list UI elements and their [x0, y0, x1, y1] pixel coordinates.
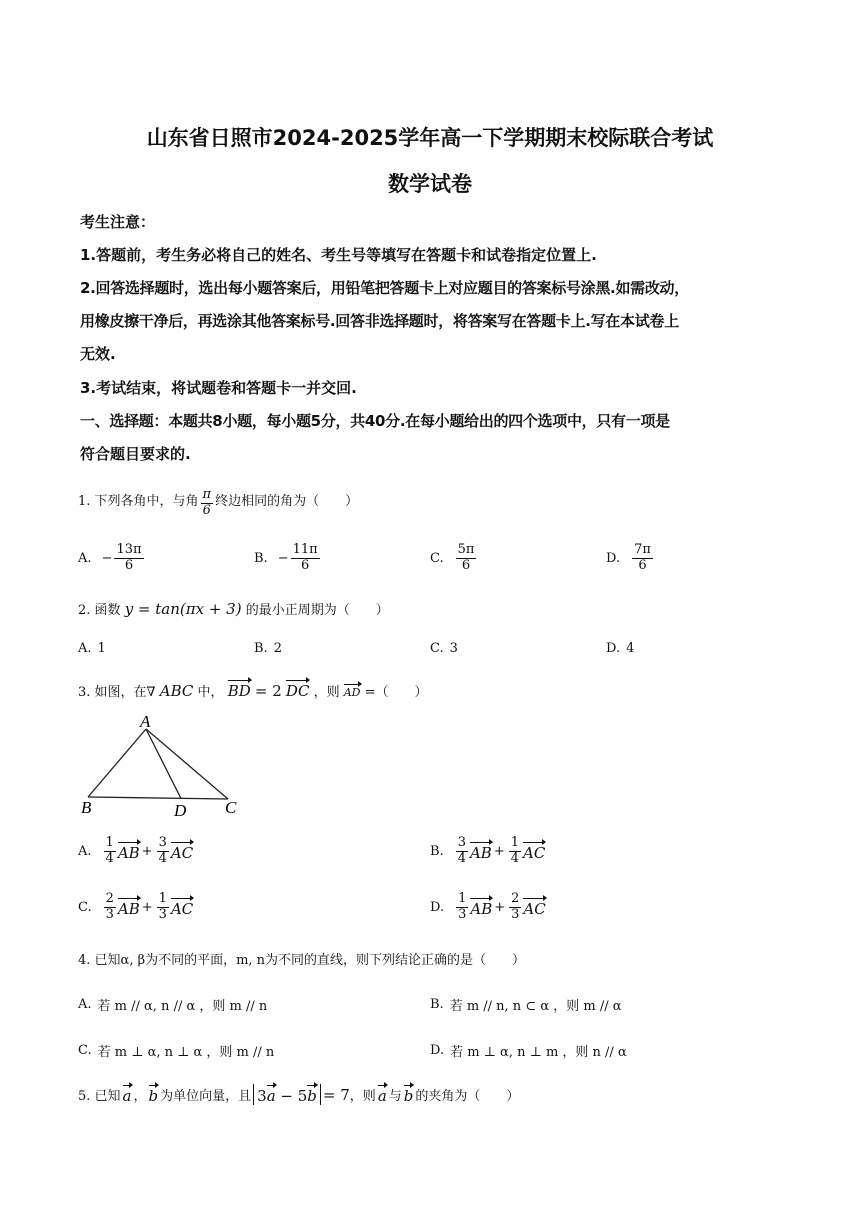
notice-item-2-line-3: 无效. — [80, 345, 116, 363]
coef-1 — [456, 892, 468, 923]
vector-ab: AB — [470, 897, 492, 918]
coef-2 — [157, 892, 169, 923]
page-title: 山东省日照市2024-2025学年高一下学期期末校际联合考试 — [146, 126, 714, 150]
fraction-den: 4 — [158, 850, 167, 866]
option-fraction — [456, 543, 477, 574]
coef-1 — [104, 836, 116, 867]
coef-1 — [104, 892, 116, 923]
vector-b: b — [149, 1084, 159, 1105]
option-label: A. — [78, 843, 92, 859]
fraction-den: 3 — [105, 906, 114, 922]
option-text: 1 — [97, 641, 106, 656]
label-c: C — [225, 798, 237, 817]
option-label: B. — [254, 550, 268, 566]
q2-stem-post: 的最小正周期为（ ） — [245, 603, 389, 618]
option-text: 4 — [626, 641, 635, 656]
q4-option-b[interactable] — [430, 995, 622, 1014]
fraction-den: 4 — [457, 850, 466, 866]
fraction-den: 4 — [105, 850, 114, 866]
coef-1 — [456, 836, 468, 867]
q4-option-d[interactable] — [430, 1041, 627, 1060]
fraction-den: 6 — [301, 557, 310, 573]
option-fraction — [114, 543, 143, 574]
q3-stem-mid: 中， — [197, 685, 224, 700]
q1-option-b[interactable] — [254, 543, 322, 574]
option-label: C. — [78, 1043, 92, 1058]
fraction-den: 4 — [510, 850, 520, 866]
option-label: A. — [78, 641, 92, 656]
vector-bd: BD — [228, 679, 251, 700]
fraction-num: 1 — [105, 835, 114, 850]
section-1-heading-line-1: 一、选择题：本题共8小题，每小题5分，共40分.在每小题给出的四个选项中，只有一项是 — [80, 412, 670, 430]
q5-stem-mid: 为单位向量，且 — [160, 1089, 252, 1104]
segment-ad — [146, 729, 181, 799]
option-label: D. — [606, 641, 621, 656]
fraction-num: 2 — [511, 891, 520, 906]
q5-stem-post: 的夹角为（ ） — [415, 1089, 520, 1104]
q4-option-c[interactable] — [78, 1041, 274, 1060]
fraction-num: 1 — [458, 891, 467, 906]
coef-3: 3 — [257, 1087, 267, 1105]
fraction-den: 3 — [511, 906, 520, 922]
q2-stem-pre: 2. 函数 — [78, 603, 121, 618]
option-label: B. — [430, 997, 444, 1012]
fraction-num: 3 — [457, 835, 466, 850]
q2-formula: y = tan(πx + 3) — [124, 600, 242, 618]
plus-sign: + — [493, 843, 505, 859]
option-text: 2 — [273, 641, 282, 656]
option-label: B. — [254, 641, 268, 656]
coef-2 — [509, 836, 521, 867]
question-5-stem — [78, 1084, 519, 1105]
q5-absolute-value — [253, 1084, 321, 1105]
fraction-den: 3 — [158, 906, 167, 922]
option-label: C. — [430, 550, 444, 566]
vector-ac: AC — [171, 897, 193, 918]
fraction-num: 5π — [457, 542, 475, 557]
vector-b: b — [307, 1084, 317, 1105]
fraction-den: 6 — [461, 557, 471, 573]
option-label: B. — [430, 843, 444, 859]
q3-option-a[interactable] — [78, 836, 193, 867]
question-3-stem — [78, 679, 428, 700]
notice-item-1: 1.答题前，考生务必将自己的姓名、考生号等填写在答题卡和试卷指定位置上. — [80, 246, 597, 264]
q3-triangle-name: ABC — [159, 682, 194, 700]
q3-stem-then: ，则 — [313, 685, 340, 700]
q5-equals-7: = 7 — [322, 1085, 350, 1104]
plus-sign: + — [494, 899, 506, 915]
option-label: D. — [606, 550, 621, 566]
option-sign: − — [101, 550, 113, 566]
vector-ac: AC — [171, 841, 193, 862]
fraction-num: 3 — [158, 835, 167, 850]
coef-2 — [509, 892, 521, 923]
fraction-den: 6 — [638, 557, 647, 573]
vector-b: b — [404, 1084, 414, 1105]
vector-a: a — [378, 1084, 387, 1105]
question-1-stem — [78, 488, 358, 519]
q2-option-c[interactable] — [430, 641, 458, 656]
q2-option-a[interactable] — [78, 641, 106, 656]
option-label: A. — [78, 550, 92, 566]
section-1-heading-line-2: 符合题目要求的. — [80, 445, 191, 463]
q1-angle-fraction — [201, 488, 214, 519]
q3-option-c[interactable] — [78, 892, 193, 923]
q5-with: 与 — [388, 1089, 402, 1104]
vector-a: a — [267, 1084, 276, 1105]
q3-stem-post: =（ ） — [364, 685, 428, 700]
q5-stem-then: ，则 — [349, 1089, 376, 1104]
side-bc — [88, 797, 228, 799]
notice-item-2-line-1: 2.回答选择题时，选出每小题答案后，用铅笔把答题卡上对应题目的答案标号涂黑.如需改动， — [80, 279, 689, 297]
q3-stem-pre: 3. 如图，在∇ — [78, 685, 156, 700]
option-text: 若 m // n, n ⊂ α ，则 m // α — [449, 999, 622, 1014]
page-subtitle: 数学试卷 — [388, 172, 472, 196]
coef-2 — [157, 836, 169, 867]
label-b: B — [81, 798, 92, 817]
option-fraction — [291, 543, 320, 574]
q1-angle-den: 6 — [202, 502, 211, 518]
fraction-num: 11π — [292, 542, 318, 557]
question-2-stem — [78, 599, 389, 618]
option-label: C. — [430, 641, 444, 656]
label-d: D — [174, 801, 187, 820]
vector-ab: AB — [470, 841, 492, 862]
fraction-den: 3 — [458, 906, 467, 922]
option-label: D. — [430, 899, 445, 915]
q5-separator: ， — [133, 1089, 147, 1104]
fraction-num: 7π — [634, 542, 651, 557]
q1-option-c[interactable] — [430, 543, 478, 574]
notice-heading: 考生注意： — [80, 213, 156, 231]
plus-sign: + — [141, 899, 153, 915]
option-text: 若 m ⊥ α, n ⊥ m ，则 n // α — [450, 1045, 627, 1060]
vector-ad: AD — [344, 683, 361, 699]
option-text: 3 — [449, 641, 458, 656]
q1-stem-pre: 1. 下列各角中，与角 — [78, 493, 199, 509]
option-label: D. — [430, 1043, 445, 1058]
triangle-figure — [78, 712, 248, 822]
option-text: 若 m ⊥ α, n ⊥ α ，则 m // n — [97, 1045, 275, 1060]
q1-option-a[interactable] — [78, 543, 146, 574]
q3-option-d[interactable] — [430, 892, 546, 923]
label-a: A — [140, 712, 151, 731]
vector-ab: AB — [118, 897, 140, 918]
option-fraction — [632, 543, 653, 574]
option-sign: − — [277, 550, 289, 566]
q3-equals: = 2 — [254, 682, 282, 700]
option-label: A. — [78, 997, 92, 1012]
q1-stem-post: 终边相同的角为（ ） — [215, 493, 359, 509]
vector-ac: AC — [523, 897, 545, 918]
q2-option-d[interactable] — [606, 641, 634, 656]
fraction-num: 1 — [510, 835, 520, 850]
fraction-num: 2 — [105, 891, 114, 906]
vector-a: a — [123, 1084, 132, 1105]
q5-stem-pre: 5. 已知 — [78, 1089, 121, 1104]
side-ab — [88, 729, 146, 797]
vector-ab: AB — [118, 841, 140, 862]
option-label: C. — [78, 899, 92, 915]
notice-item-3: 3.考试结束，将试题卷和答题卡一并交回. — [80, 379, 357, 397]
fraction-num: 1 — [158, 891, 167, 906]
option-text: 若 m // α, n // α ，则 m // n — [97, 999, 268, 1014]
q1-option-d[interactable] — [606, 543, 655, 574]
side-ac — [146, 729, 228, 799]
vector-dc: DC — [286, 679, 310, 700]
vector-ac: AC — [523, 841, 545, 862]
fraction-num: 13π — [116, 542, 142, 557]
q4-option-a[interactable] — [78, 995, 267, 1014]
q2-option-b[interactable] — [254, 641, 282, 656]
question-4-stem: 4. 已知α, β为不同的平面，m, n为不同的直线，则下列结论正确的是（ ） — [78, 953, 526, 968]
plus-sign: + — [141, 843, 153, 859]
q1-angle-num: π — [202, 487, 212, 502]
fraction-den: 6 — [124, 557, 134, 573]
q3-option-b[interactable] — [430, 836, 545, 867]
minus-5: − 5 — [275, 1087, 308, 1105]
notice-item-2-line-2: 用橡皮擦干净后，再选涂其他答案标号.回答非选择题时，将答案写在答题卡上.写在本试卷上 — [80, 312, 679, 330]
